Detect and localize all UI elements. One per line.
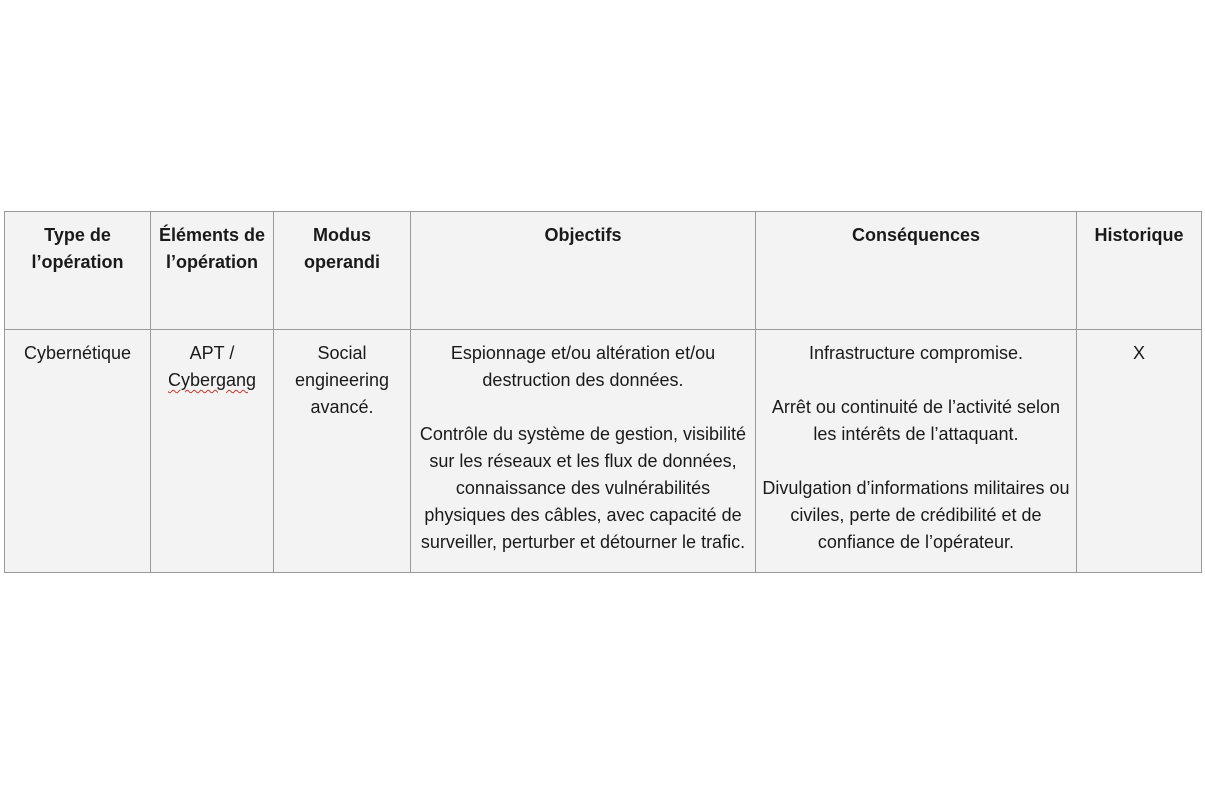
- cell-modus-operandi: Social engineering avancé.: [274, 330, 411, 573]
- elements-word-misspelled: Cybergang: [167, 370, 257, 390]
- header-elements-operation: Éléments de l’opération: [151, 212, 274, 330]
- header-historique: Historique: [1077, 212, 1202, 330]
- consequences-paragraph-1: Infrastructure compromise.: [808, 343, 1024, 363]
- consequences-paragraph-2: Arrêt ou continuité de l’activité selon les intérêts de l’attaquant.: [771, 397, 1061, 444]
- consequences-paragraph-3: Divulgation d’informations militaires ou civiles, perte de crédibilité et de confiance de l’opérateur.: [762, 478, 1070, 552]
- elements-prefix: APT /: [189, 343, 235, 363]
- header-type-operation: Type de l’opération: [5, 212, 151, 330]
- cell-consequences: [756, 330, 1077, 573]
- table-row: [5, 330, 1202, 573]
- header-objectifs: Objectifs: [411, 212, 756, 330]
- objectifs-paragraph-1: Espionnage et/ou altération et/ou destruction des données.: [450, 343, 716, 390]
- cell-elements-operation: [151, 330, 274, 573]
- header-consequences: Conséquences: [756, 212, 1077, 330]
- operations-table: [4, 211, 1202, 573]
- cell-objectifs: [411, 330, 756, 573]
- objectifs-paragraph-2: Contrôle du système de gestion, visibilité sur les réseaux et les flux de données, connaissance des vulnérabilités physiques des câbles, avec capacité de surveiller, perturber et détourner le trafic.: [419, 424, 747, 552]
- header-modus-operandi: Modus operandi: [274, 212, 411, 330]
- table-header-row: [5, 212, 1202, 330]
- cell-historique: X: [1077, 330, 1202, 573]
- cell-type-operation: Cybernétique: [5, 330, 151, 573]
